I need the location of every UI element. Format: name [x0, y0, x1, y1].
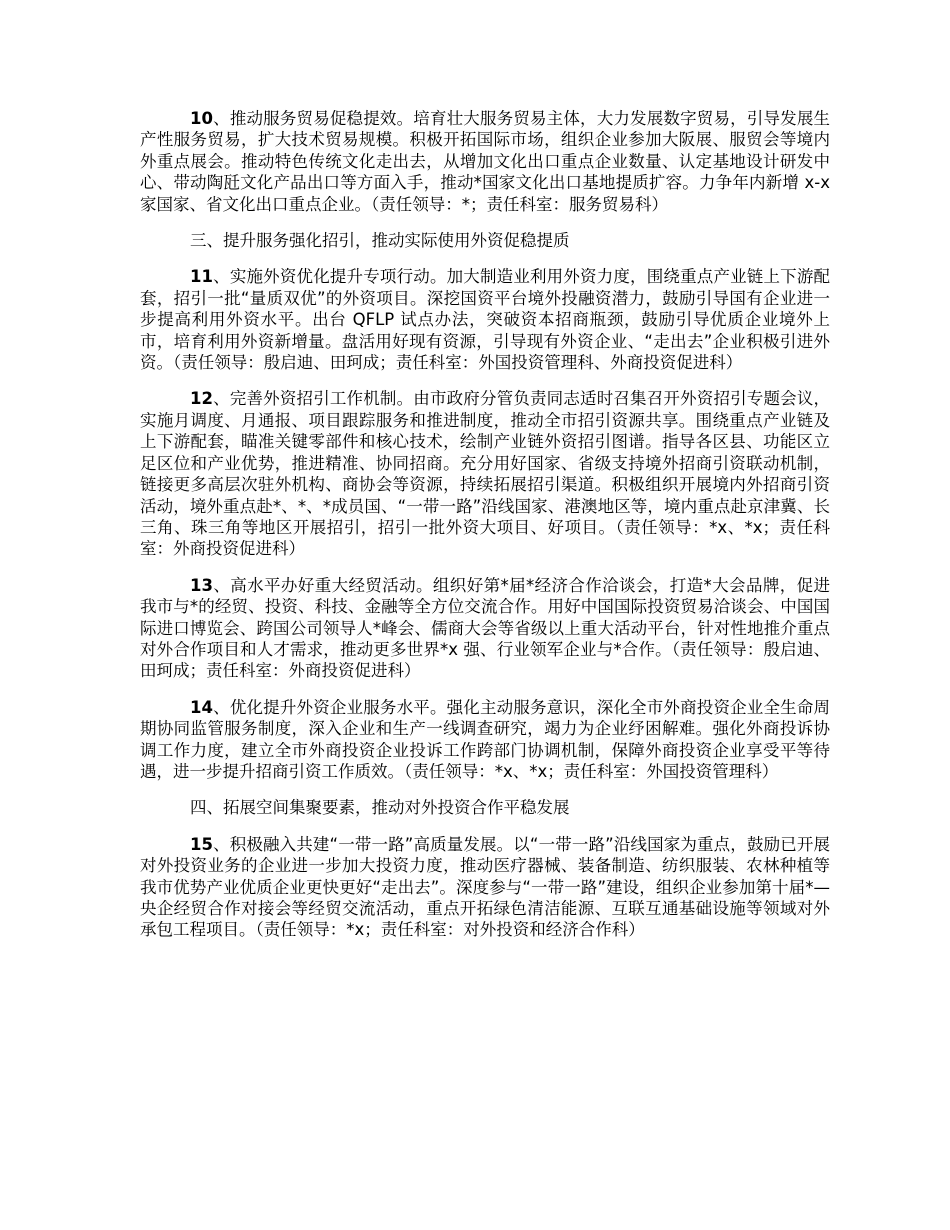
paragraph-text: 、积极融入共建“一带一路”高质量发展。以“一带一路”沿线国家为重点，鼓励已开展对外投资业务的企业进一步加大投资力度，推动医疗器械、装备制造、纺织服装、农林种植等我市优势产业优质企业更快更好“走出去”。深度参与“一带一路”建设，组织企业参加第十届*—央企经贸合作对接会等经贸交流活动，重点开拓绿色清洁能源、互联互通基础设施等领域对外承包工程项目。（责任领导：*x；责任科室：对外投资和经济合作科）: [140, 834, 830, 940]
document-page: [140, 108, 830, 956]
paragraph-14: [140, 697, 830, 783]
paragraph-number: 12: [190, 389, 213, 409]
paragraph-text: 、完善外资招引工作机制。由市政府分管负责同志适时召集召开外资招引专题会议，实施月调度、月通报、项目跟踪服务和推进制度，推动全市招引资源共享。围绕重点产业链及上下游配套，瞄准关键零部件和核心技术，绘制产业链外资招引图谱。指导各区县、功能区立足区位和产业优势，推进精准、协同招商。充分用好国家、省级支持境外招商引资联动机制，链接更多高层次驻外机构、商协会等资源，持续拓展招引渠道。积极组织开展境内外招商引资活动，境外重点赴*、*、*成员国、“一带一路”沿线国家、港澳地区等，境内重点赴京津冀、长三角、珠三角等地区开展招引，招引一批外资大项目、好项目。（责任领导：*x、*x；责任科室：外商投资促进科）: [140, 389, 830, 559]
paragraph-text: 、高水平办好重大经贸活动。组织好第*届*经济合作洽谈会，打造*大会品牌，促进我市与*的经贸、投资、科技、金融等全方位交流合作。用好中国国际投资贸易洽谈会、中国国际进口博览会、跨国公司领导人*峰会、儒商大会等省级以上重大活动平台，针对性地推介重点对外合作项目和人才需求，推动更多世界*x 强、行业领军企业与*合作。（责任领导：殷启迪、田珂成；责任科室：外商投资促进科）: [140, 575, 830, 681]
section-heading-3: 三、提升服务强化招引，推动实际使用外资促稳提质: [190, 231, 570, 251]
section-heading-4: 四、拓展空间集聚要素，推动对外投资合作平稳发展: [190, 798, 570, 818]
paragraph-13: [140, 575, 830, 682]
paragraph-12: [140, 388, 830, 559]
paragraph-number: 10: [190, 109, 213, 128]
paragraph-text: 、推动服务贸易促稳提效。培育壮大服务贸易主体，大力发展数字贸易，引导发展生产性服务贸易，扩大技术贸易规模。积极开拓国际市场，组织企业参加大阪展、服贸会等境内外重点展会。推动特色传统文化走出去，从增加文化出口重点企业数量、认定基地设计研发中心、带动陶瓩文化产品出口等方面入手，推动*国家文化出口基地提质扩容。力争年内新增 x-x 家国家、省文化出口重点企业。（责任领导：*；责任科室：服务贸易科）: [140, 109, 830, 214]
paragraph-number: 14: [190, 697, 213, 717]
paragraph-text: 、实施外资优化提升专项行动。加大制造业利用外资力度，围绕重点产业链上下游配套，招引一批“量质双优”的外资项目。深挖国资平台境外投融资潜力，鼓励引导国有企业进一步提高利用外资水平。出台 QFLP 试点办法，突破资本招商瓶颈，鼓励引导优质企业境外上市，培育利用外资新增量。盘活用好现有资源，引导现有外资企业、“走出去”企业积极引进外资。（责任领导：殷启迪、田珂成；责任科室：外国投资管理科、外商投资促进科）: [140, 267, 830, 373]
paragraph-11: [140, 266, 830, 373]
paragraph-number: 13: [190, 575, 213, 595]
paragraph-15: [140, 834, 830, 941]
paragraph-number: 15: [190, 834, 213, 854]
paragraph-10: [140, 108, 830, 215]
paragraph-number: 11: [190, 267, 213, 287]
paragraph-text: 、优化提升外资企业服务水平。强化主动服务意识，深化全市外商投资企业全生命周期协同监管服务制度，深入企业和生产一线调查研究，竭力为企业纾困解难。强化外商投诉协调工作力度，建立全市外商投资企业投诉工作跨部门协调机制，保障外商投资企业享受平等待遇，进一步提升招商引资工作质效。（责任领导：*x、*x；责任科室：外国投资管理科）: [140, 697, 830, 781]
